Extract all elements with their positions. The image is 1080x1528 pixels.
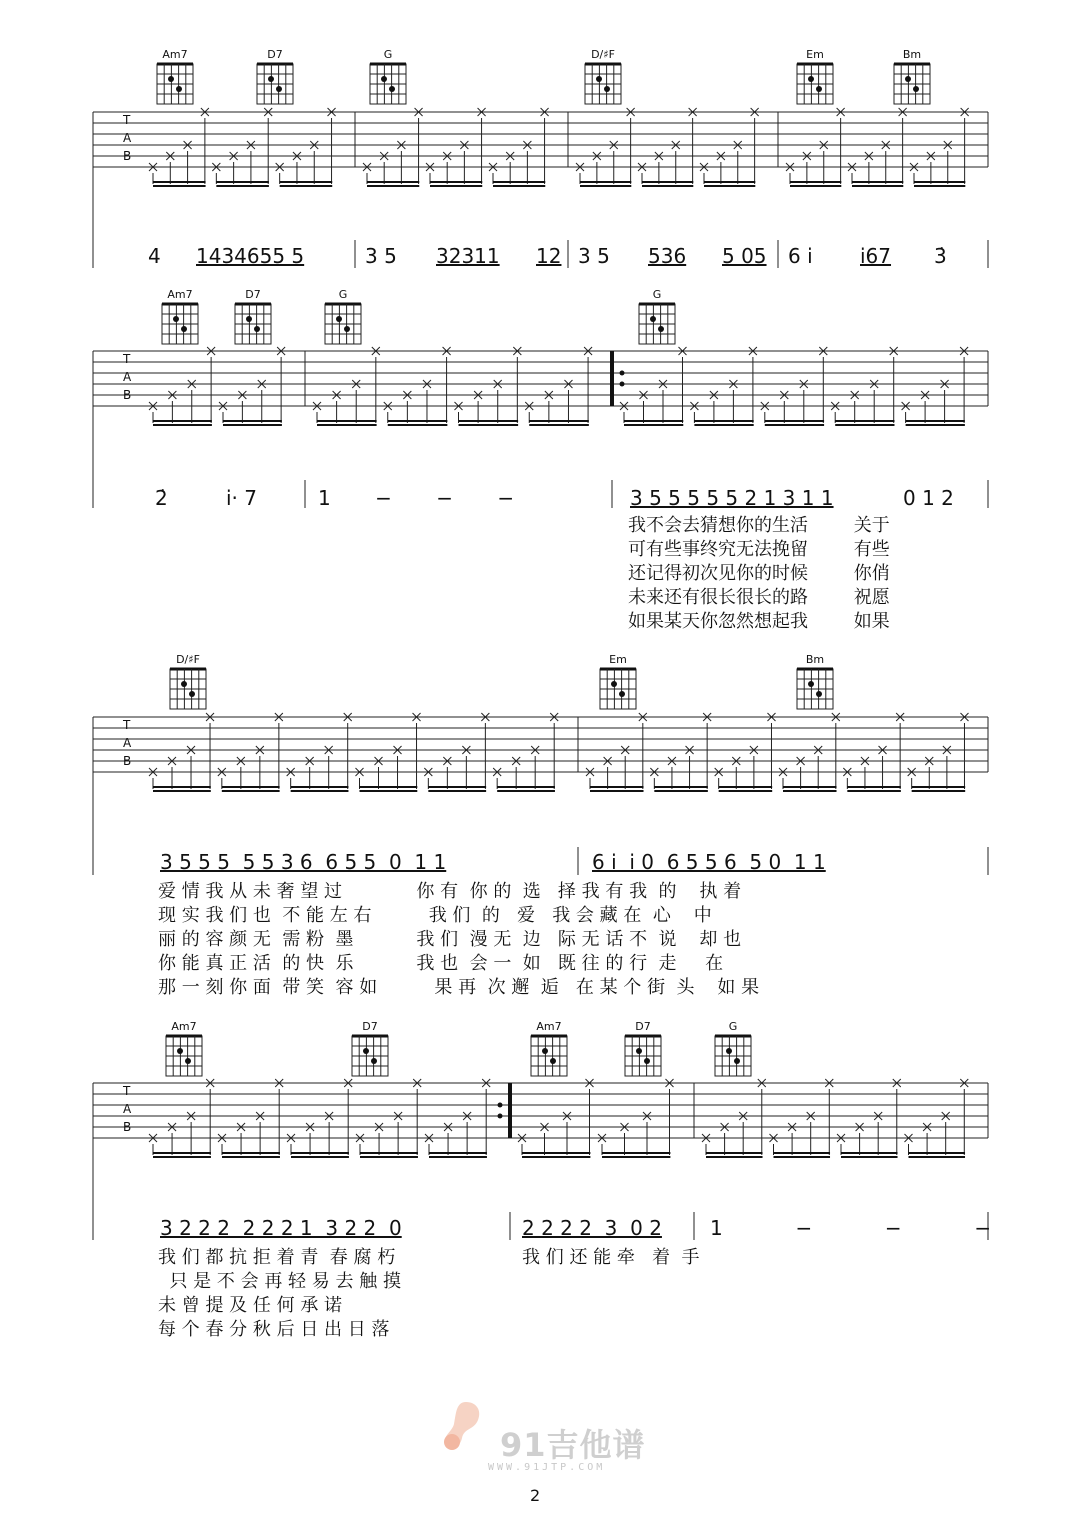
chord-finger-dot bbox=[173, 316, 179, 322]
chord-name: Am7 bbox=[162, 48, 188, 61]
notation-3a: 3 5 5 5 5 5 3 6 6 5 5 0 1 1 bbox=[160, 850, 447, 874]
chord-finger-dot bbox=[734, 1058, 740, 1064]
chord-finger-dot bbox=[371, 1058, 377, 1064]
repeat-dot bbox=[498, 1114, 503, 1119]
tab-clef-letter: B bbox=[123, 149, 132, 163]
chord-name: D7 bbox=[635, 1020, 651, 1033]
lyric-4-4: 每 个 春 分 秋 后 日 出 日 落 bbox=[158, 1319, 390, 1340]
lyric-2-1: 我不会去猜想你的生活 关于 bbox=[628, 515, 890, 536]
chord-name: D7 bbox=[362, 1020, 378, 1033]
lyric-4-1: 我 们 都 抗 拒 着 青 春 腐 朽 bbox=[158, 1247, 396, 1268]
chord-name: D/♯F bbox=[176, 653, 200, 666]
tab-clef-letter: B bbox=[123, 388, 132, 402]
chord-finger-dot bbox=[189, 691, 195, 697]
chord-name: D7 bbox=[245, 288, 261, 301]
chord-finger-dot bbox=[176, 86, 182, 92]
repeat-dot bbox=[620, 382, 625, 387]
chord-finger-dot bbox=[181, 326, 187, 332]
tab-clef-letter: B bbox=[123, 1120, 132, 1134]
chord-name: G bbox=[652, 288, 662, 301]
lyric-3-1: 爱 情 我 从 未 奢 望 过 你 有 你 的 选 择 我 有 我 的 执 着 bbox=[158, 881, 742, 902]
guitar-logo-icon bbox=[436, 1398, 496, 1458]
chord-finger-dot bbox=[808, 681, 814, 687]
notation-1k: 3̇ bbox=[934, 244, 947, 268]
chord-finger-dot bbox=[913, 86, 919, 92]
tab-clef-letter: A bbox=[123, 736, 132, 750]
notation-1i: 6 i bbox=[788, 244, 813, 268]
notation-1e: 12 bbox=[536, 244, 562, 268]
lyric-4-3: 未 曾 提 及 任 何 承 诺 bbox=[158, 1295, 343, 1316]
notation-1a: 4 bbox=[148, 244, 161, 268]
chord-finger-dot bbox=[808, 76, 814, 82]
tab-clef-letter: T bbox=[123, 113, 131, 127]
lyric-3-2: 现 实 我 们 也 不 能 左 右 我 们 的 爱 我 会 藏 在 心 中 bbox=[158, 905, 712, 926]
chord-name: G bbox=[338, 288, 348, 301]
chord-finger-dot bbox=[816, 86, 822, 92]
lyric-2-2: 可有些事终究无法挽留 有些 bbox=[628, 539, 890, 560]
notation-1h: 5 05 bbox=[722, 244, 767, 268]
watermark-text: 91吉他谱 bbox=[500, 1426, 646, 1464]
chord-finger-dot bbox=[181, 681, 187, 687]
chord-finger-dot bbox=[596, 76, 602, 82]
chord-name: G bbox=[728, 1020, 738, 1033]
tab-clef-letter: B bbox=[123, 754, 132, 768]
notation-4a: 3 2 2 2 2 2 2 1 3 2 2 0 bbox=[160, 1216, 402, 1240]
chord-finger-dot bbox=[611, 681, 617, 687]
notation-2a: 2̇ bbox=[155, 486, 168, 510]
chord-name: G bbox=[383, 48, 393, 61]
chord-finger-dot bbox=[550, 1058, 556, 1064]
notation-2d: 3 5 5 5 5 5 2 1 3 1 1 bbox=[630, 486, 834, 510]
chord-finger-dot bbox=[619, 691, 625, 697]
notation-1d: 32311 bbox=[436, 244, 500, 268]
chord-finger-dot bbox=[644, 1058, 650, 1064]
chord-name: Bm bbox=[805, 653, 825, 666]
page-number: 2 bbox=[530, 1486, 541, 1505]
notation-1b: 1434655 5 bbox=[196, 244, 305, 268]
chord-finger-dot bbox=[336, 316, 342, 322]
chord-finger-dot bbox=[177, 1048, 183, 1054]
chord-finger-dot bbox=[636, 1048, 642, 1054]
chord-finger-dot bbox=[246, 316, 252, 322]
chord-finger-dot bbox=[344, 326, 350, 332]
chord-finger-dot bbox=[381, 76, 387, 82]
lyric-4-2: 只 是 不 会 再 轻 易 去 触 摸 bbox=[158, 1271, 401, 1292]
repeat-dot bbox=[620, 371, 625, 376]
lyric-3-3: 丽 的 容 颜 无 需 粉 墨 我 们 漫 无 边 际 无 话 不 说 却 也 bbox=[158, 929, 742, 950]
notation-1g: 536 bbox=[648, 244, 687, 268]
chord-finger-dot bbox=[726, 1048, 732, 1054]
notation-2c: 1 − − − bbox=[318, 486, 515, 510]
chord-finger-dot bbox=[168, 76, 174, 82]
tab-clef-letter: A bbox=[123, 370, 132, 384]
chord-finger-dot bbox=[254, 326, 260, 332]
notation-2e: 0 1 2 bbox=[903, 486, 954, 510]
lyric-3-4: 你 能 真 正 活 的 快 乐 我 也 会 一 如 既 往 的 行 走 在 bbox=[158, 953, 724, 974]
chord-finger-dot bbox=[658, 326, 664, 332]
notation-4b: 2 2 2 2 3 0 2 bbox=[522, 1216, 662, 1240]
chord-name: D7 bbox=[267, 48, 283, 61]
lyric-2-3: 还记得初次见你的时候 你俏 bbox=[628, 563, 890, 584]
chord-name: Em bbox=[806, 48, 824, 61]
notation-3b: 6 i i 0 6 5 5 6 5 0 1 1 bbox=[592, 850, 826, 874]
chord-name: Am7 bbox=[171, 1020, 197, 1033]
chord-finger-dot bbox=[905, 76, 911, 82]
notation-2b: i· 7 bbox=[226, 486, 257, 510]
notation-1c: 3 5 bbox=[365, 244, 397, 268]
chord-finger-dot bbox=[389, 86, 395, 92]
lyric-2-4: 未来还有很长很长的路 祝愿 bbox=[628, 587, 890, 608]
chord-finger-dot bbox=[268, 76, 274, 82]
tab-clef-letter: T bbox=[123, 1084, 131, 1098]
chord-name: Em bbox=[609, 653, 627, 666]
chord-finger-dot bbox=[542, 1048, 548, 1054]
chord-finger-dot bbox=[276, 86, 282, 92]
notation-1j: i67 bbox=[860, 244, 892, 268]
chord-name: Bm bbox=[902, 48, 922, 61]
tab-clef-letter: T bbox=[123, 718, 131, 732]
lyric-3-5: 那 一 刻 你 面 带 笑 容 如 果 再 次 邂 逅 在 某 个 街 头 如 果 bbox=[158, 977, 760, 998]
tab-clef-letter: A bbox=[123, 131, 132, 145]
chord-finger-dot bbox=[816, 691, 822, 697]
tab-clef-letter: T bbox=[123, 352, 131, 366]
chord-name: D/♯F bbox=[591, 48, 615, 61]
notation-1f: 3 5 bbox=[578, 244, 610, 268]
chord-finger-dot bbox=[185, 1058, 191, 1064]
chord-name: Am7 bbox=[167, 288, 193, 301]
chord-finger-dot bbox=[363, 1048, 369, 1054]
tab-clef-letter: A bbox=[123, 1102, 132, 1116]
repeat-dot bbox=[498, 1103, 503, 1108]
chord-finger-dot bbox=[650, 316, 656, 322]
notation-4c: 1 − − − bbox=[710, 1216, 992, 1240]
chord-finger-dot bbox=[604, 86, 610, 92]
lyric-4-right: 我 们 还 能 牵 着 手 bbox=[522, 1247, 700, 1268]
watermark-url: WWW.91JTP.COM bbox=[488, 1462, 606, 1473]
lyric-2-5: 如果某天你忽然想起我 如果 bbox=[628, 611, 890, 632]
chord-name: Am7 bbox=[536, 1020, 562, 1033]
